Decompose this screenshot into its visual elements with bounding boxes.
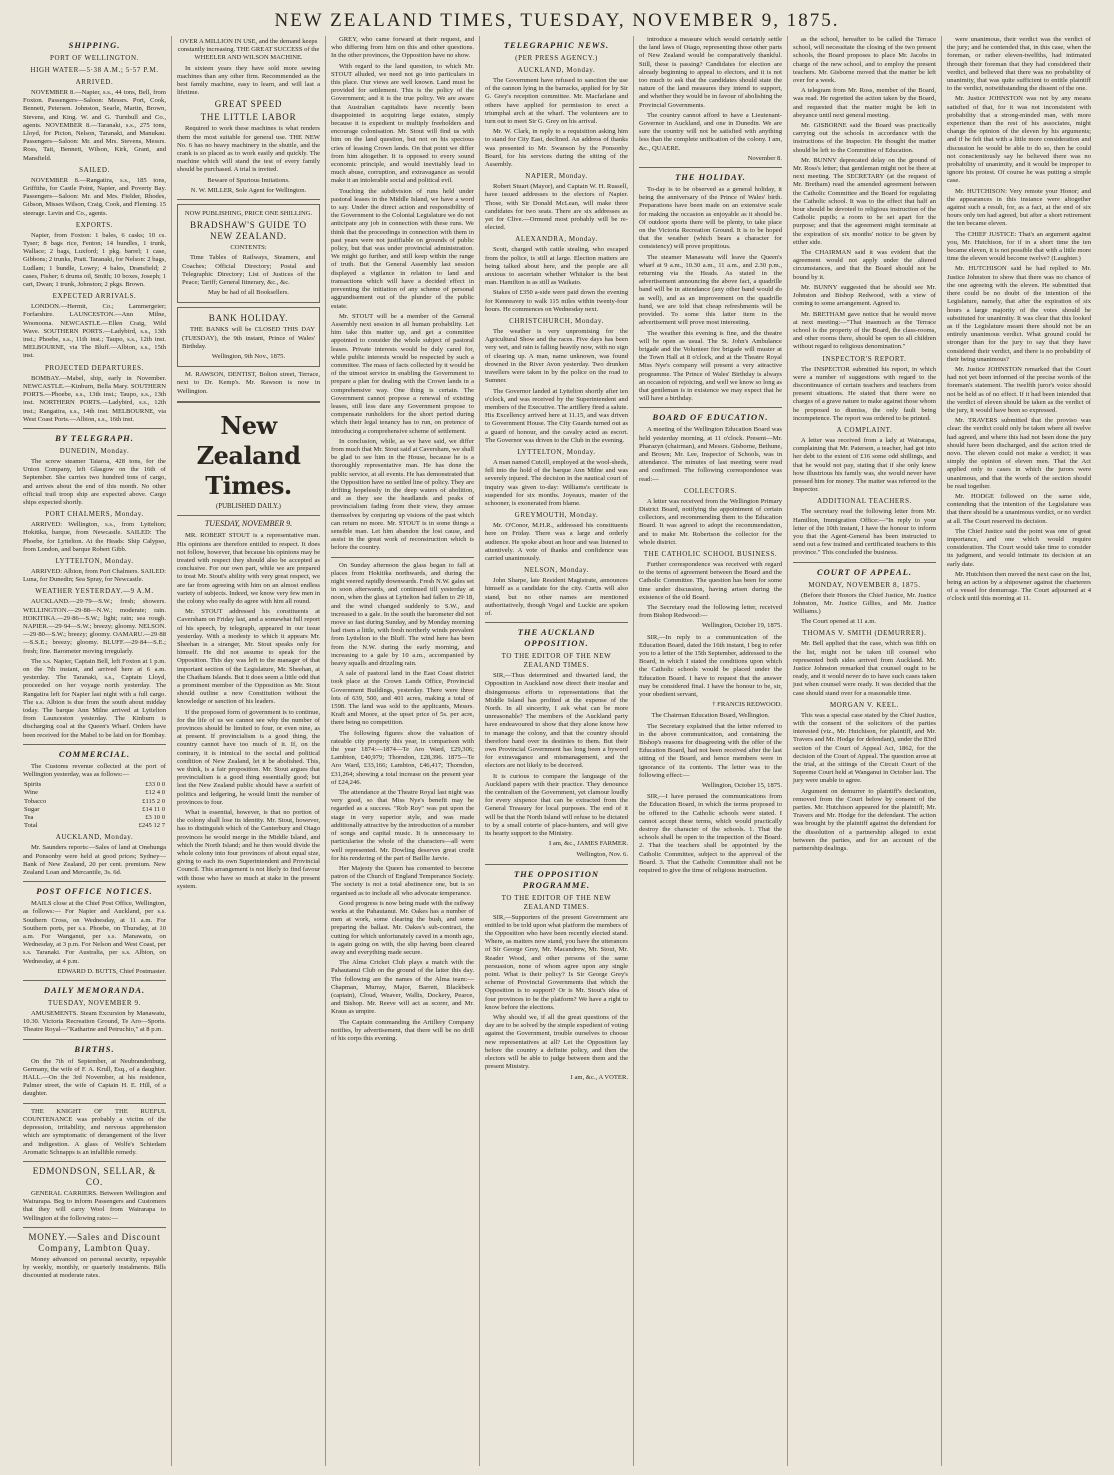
programme-text-2: Why should we, if all the great questions of the day are to be solved by the simple expedient of voting against the Government, trouble ourselves to choose new representatives at all? Let the Opposition lay before the country a definite policy, and then the electors will be able to judge between them and the present Ministry. [485,1014,628,1071]
knight-advert: THE KNIGHT OF THE RUEFUL COUNTENANCE was probably a victim of the depression, irritability, and nervous apprehension which are symptomatic of derangement of the liver and indigestion. A glass of Wolfe's Schiedam Aromatic Schnapps is an infallible remedy. [23,1107,166,1156]
catholic-letter-2: SIR,—I have perused the communications from the Education Board, in which the terms proposed to be offered to the Catholic schools were stated. I cannot accept these terms, which would practically destroy the character of the schools. 1. That the schools shall be open to the inspection of the Board. 2. That the teachers shall be appointed by the Catholic Committee, subject to the approval of the Board. 3. That the Catholic Committee shall not be required to give the time of religious instruction. [639,793,782,875]
christchurch-text: The weather is very unpromising for the Agricultural Show and the races. Five days has been very wet, and rain is falling heavily now, with no sign of clearing up. A man, name unknown, was found drowned in the River Avon yesterday. Two drunken travellers were taken in by the police on the road to Sumner. [485,328,628,385]
commercial-telegraph-text: Mr. Saunders reports:—Sales of land at Onehunga and Ponsonby were held at good prices; Sydney—Bank of New Zealand, 20 per cent. premium. New Zealand Loan and Mercantile, 3s. 6d. [23,844,166,877]
alexandra-heading: ALEXANDRA, Monday. [515,235,598,244]
post-office-header: POST OFFICE NOTICES. [36,886,153,897]
post-office-sign: EDWARD D. BUTTS, Chief Postmaster. [57,967,166,975]
leader-paragraph: GREY, who came forward at their request, and who differing from him on this and other questions. In the other provinces, the Opposition have no show. [331,36,474,60]
lyttelton-heading-2: LYTTELTON, Monday. [517,447,596,456]
commercial-header: COMMERCIAL. [58,748,131,759]
customs-table [23,781,166,830]
lyttelton-heading: LYTTELTON, Monday. [55,556,134,565]
programme-header: THE OPPOSITION PROGRAMME. [513,868,600,890]
appeal-sat: The Court opened at 11 a.m. [801,618,877,626]
newspaper-columns [18,36,1096,1466]
money-advert-text: Money advanced on personal security, repayable by weekly, monthly, or quarterly instalments. Bills discounted at moderate rates. [23,1255,166,1280]
money-advert-title: MONEY.—Sales and Discount Company, Lambton Quay. [28,1231,161,1253]
case-1-text: Mr. Bell applied that the case, which was fifth on the list, might not be taken till counsel who represented both sides arrived from Auckland. Mr. Justice Johnston remarked that counsel ought to be ready, and it would never do to have such cases taken just when counsel were ready. It was decided that the case should stand over for a reasonable time. [793,640,936,697]
sewing-advert-warn: Beware of Spurious Imitations. [207,176,290,184]
column-3 [326,36,480,1466]
table-row: Tobacco £115 2 0 [24,797,165,805]
holiday-text: To-day is to be observed as a general holiday, it being the anniversary of the Prince of Wales' birth. Preparations have been made on an extensive scale for making the occasion as enjoyable as it should be. Of outdoor sports there will be plenty, to take place on the Victoria Recreation Ground. It is to be hoped that the weather (which bears a character for consistency) will prove propitious. [639,186,782,251]
catholic-heading: THE CATHOLIC SCHOOL BUSINESS. [643,549,778,558]
column-1 [18,36,172,1466]
napier-heading: NAPIER, Monday. [525,172,588,181]
exports-text: Napier, from Foxton: 1 bales, 6 casks; 10 cs. Tyser; 8 bags rice, Fenton; 14 bundles, 1 trunk, Wallace; 2 bags, Luxford; 1 pkg. barrel; 1 case, Gibbons; 2 trunks, Pratt. Taranaki, for Nelson: 2 bags, Ludlam; 1 bundle, Lowry; 4 bales, Dransfield; 2 cases, Fisher; 6 drums oil, Smith; 10 boxes, Joseph; 1 cart, Dwan; 1 trunk, Johnston; 2 pkgs. Brown. [23,231,166,289]
programme-to: TO THE EDITOR OF THE NEW ZEALAND TIMES. [501,893,612,911]
auckland-opposition-header: THE AUCKLAND OPPOSITION. [517,627,596,649]
leader-paragraph: Mr. STOUT addressed his constituents at Caversham on Friday last, and a somewhat full report of his speech, by telegraph, appeared in our issue yesterday. With a modesty to which it appears Mr. Sheehan is a stranger, Mr. Stout speaks only for himself. He did not assume to speak for the Opposition. This day was left to the manager of that important section of the Legislature, Mr. Sheehan, at the Chatham Islands. But it does seem a little odd that a prominent member of the Opposition as Mr. Stout should outline a new Constitution without the knowledge or sanction of his leaders. [177,608,320,706]
news-paragraph: On Sunday afternoon the glass began to fall at places from Hokitika northwards, and during the night veered rapidly downwards. Fresh N.W. gales set in soon afterwards, and continued till yesterday at noon, when the glass at Lyttelton had fallen to 29·18, and the wind changed suddenly to S.W., and increased to a gale. In the south the barometer did not move so fast during Sunday, and by Monday morning had risen a little, with fresh northerly winds prevalent from Lyttelton to the Bluff. The wind here has been from the N.W. during the early morning, and increasing to a gale by 10 a.m., accompanied by heavy squalls and drizzling rain. [331,561,474,668]
telegraphic-header: TELEGRAPHIC NEWS. [503,40,610,50]
table-row: Tea £3 10 0 [24,814,165,822]
catholic-date: Wellington, October 19, 1875. [701,622,782,630]
table-row: Sugar £14 11 0 [24,805,165,813]
case-2-text-2: Argument on demurrer to plaintiff's declaration, removed from the Court below by consent of the parties. Mr. Hutchison appeared for the plaintiff; Mr. Travers and Mr. Hodge for the defendant. The action was brought by the plaintiff against the defendant for the dissolution of a partnership alleged to exist between the parties, and for an account of the partnership dealings. [793,787,936,853]
court-paragraph: Mr. Hutchison then moved the next case on the list, being an action by a shipowner against the charterers of a vessel for demurrage. The Court adjourned at 4 o'clock until this morning at 11. [947,570,1091,603]
board-continued-4: Mr. BUNNY deprecated delay on the ground of Mr. Ross's letter; that gentleman might not be there at next meeting. The SECRETARY (at the request of Mr. Bretham) read the amended agreement between the Catholic Committee and the Board for regulating the Catholic school. It was to the effect that half an hour should be devoted to religious instruction of the Catholic pupils; a room to be set apart for the purpose; and that the agreement might terminate at the expiration of six months' notice to be given by either side. [793,156,936,246]
court-paragraph: Mr. Justice JOHNSTON remarked that the Court had not yet been informed of the precise words of the foreman's statement. The twelfth juror's voice should not be held as of no effect. If it had been intended that the verdict of eleven should be taken as the verdict of the jury, it would have been so expressed. [947,365,1091,414]
case-2-heading: MORGAN V. KEEL. [829,700,900,709]
news-paragraph: The attendance at the Theatre Royal last night was very good, so that Miss Nye's benefit may be regarded as a success. "Rob Roy" was put upon the stage in very superior style, and was made additionally attractive by the introduction of a number of songs and capital music. It is unnecessary to particularise the whole of the characters—all were well represented. Mr. Dowling deserves great credit for his rendering of the part of Baillie Jarvie. [331,789,475,862]
table-row: Total £245 12 7 [24,822,165,830]
alexandra-text-2: Stakes of £350 a-side were paid down the evening for Kenneavey to walk 115 miles within twenty-four hours. He commences on Wednesday next. [485,289,628,313]
programme-sign: I am, &c., A VOTER. [570,1073,628,1081]
nelson-text: John Sharpe, late Resident Magistrate, announces himself as a candidate for the city. Curtis will also stand, but no other names are mentioned authoritatively, though Vogel and Luckie are spoken of. [485,577,628,617]
catholic-text-3: The Secretary explained that the letter referred to in the above communication, and containing the Bishop's reasons for disagreeing with the offer of the Education Board, had not been received after the last sitting of the Board, and hence members were in ignorance of its contents. The letter was to the following effect:— [639,722,782,779]
alexandra-text: Scott, charged with cattle stealing, who escaped from the police, is still at large. Election matters are being talked about here, and the people are all anxious to ascertain whether Whitaker is the best man. Hamilton is as still as Waikato. [485,246,628,287]
lyttelton-text: ARRIVED: Albion, from Port Chalmers. SAILED: Luna, for Dunedin; Sea Spray, for Newcastle. [23,567,166,584]
births-header: BIRTHS. [74,1043,115,1054]
complaint-text: A letter was received from a lady at Wairarapa, complaining that Mr. Paterson, a teacher, had got into her debt to the extent of £16 some odd shillings, and that he would not pay, stating that if she only knew how illustrious his family was, she would never have pressed him for money. The matter was referred to the Inspector. [793,436,936,494]
letter-continued: introduce a measure which would certainly settle the land laws of Otago, representing those other parts of New Zealand would be comparatively thankful. Still, these is passing? Candidates for election are already beginning to appeal to electors, and it is not too much to ask that the candidates should state the nature of the land measures they intend to support, and whether they would be in favour of abolishing the Provincial Governments. [639,36,783,109]
board-text: A meeting of the Wellington Education Board was held yesterday morning, at 11 o'clock. Present—Mr. Pharazyn (chairman), and Messrs. Gisborne, Bethune, and Brown; Mr. Lee, Inspector of Schools, was in attendance. The minutes of last meeting were read and confirmed. The following correspondence was read:— [639,426,782,483]
letter-date: November 8. [747,154,782,162]
published-daily: (PUBLISHED DAILY.) [216,502,281,510]
christchurch-text-2: The Governor landed at Lyttelton shortly after ten o'clock, and was received by the Superintendent and members of the Executive. The artillery fired a salute. His Excellency arrived here at 11.15, and was driven to Government House. The City Guards turned out as a guard of honour, and the cavalry acted as escort. The Governor was driven to the Club in the evening. [485,387,628,444]
news-paragraph: The Alma Cricket Club plays a match with the Pahautanui Club on the ground of the latter this day. The following are the names of the Alma team:—Chapman, Murray, Major, Barrett, Blackbeck (captain), Cloud, Weaver, Wallis, Dockery, Pearce, and Bishop. Mr. Reeve will act as scorer, and Mr. Kraus as umpire. [331,959,474,1016]
news-paragraph: Good progress is now being made with the railway works at the Pahautanui. Mr. Oakes has a number of men at work, some clearing the bush, and some preparing the ballast. Mr. Oakes's sub-contract, the cutting for which unfortunately caved in a month ago, is again going on with, the slip having been cleared away and everything made secure. [331,899,474,956]
sewing-advert-text: In sixteen years they have sold more sewing machines than any other firm. Recommended as the best family machine, easy to learn, and will last a lifetime. [177,64,320,97]
press-agency: (PER PRESS AGENCY.) [515,54,598,62]
leader-paragraph: What is essential, however, is that no portion of the colony shall lose its identity. Mr. Stout, however, has to distinguish which of the Canterbury and Otago provinces he would merge in the Middle Island, and which the North Island; and he then would divide the whole colony into four provinces of about equal size, giving to each its own Superintendent and Provincial Council. This arrangement is not likely to find favour with those who have so much at stake in the present system. [177,809,320,890]
catholic-sign: † FRANCIS REDWOOD. [712,701,782,709]
customs-text: The Customs revenue collected at the port of Wellington yesterday, was as follows:— [23,762,166,778]
news-paragraph: Her Majesty the Queen has consented to become patron of the Church of England Temperance Society. The society is not a total abstinence one, but is so organised as to include all who advocate temperance. [331,864,474,897]
court-paragraph: The Chief Justice said the point was one of great importance, and one which would require consideration. The Court would take time to consider its judgment, and would intimate its decision at an early date. [947,527,1091,568]
sewing-advert-head: GREAT SPEED [214,99,283,110]
leader-paragraph: If the proposed form of government is to continue, for the life of us we cannot see why the number of provinces should be limited to four, or even nine, as at present. If provincialism is a good thing, the country cannot have too much of it. If, on the contrary, it is inimical to the social and political condition of New Zealand, let it be abolished. This, we think, is a fair proposition. Mr. Stout argues that provincialism is a good thing essentially good; but lest the New Zealand public should have a surfeit of politics and ledgering, he would limit the number of provinces to four. [177,708,320,806]
catholic-letter: SIR,—In reply to a communication of the Education Board, dated the 16th instant, I beg to refer you to a letter of the 15th September, addressed to the Board, in which I stated the conditions upon which the Catholic schools would be placed under the Education Board. I have to request that the answer may be considered final. I have the honour to be, sir, your obedient servant, [639,633,782,699]
weather-notes: The s.s. Napier, Captain Bell, left Foxton at 1 p.m. on the 7th instant, and arrived here at 6 a.m. yesterday. The Taranaki, s.s., Captain Lloyd, proceeded on her voyage north yesterday. The Rangatira left for Napier last night with a full cargo. The s.s. Albion is due from the south about midday today. The barque Ann Milne arrived at Lyttelton from Launceston yesterday. The Kinburn is discharging coal at the Queen's Wharf. Orders have been received for the Mabel to be laid on for Bombay. [23,657,166,739]
board-continued: as the school, hereafter to be called the Terrace school, will necessitate the closing of the two present schools, the Board proposes to place Mr. Jacobs in charge of the new school, and to employ the present teachers. Mr. Gisborne moved that the matter be left over for a week. [793,36,936,85]
news-paragraph: The Captain commanding the Artillery Company notifies, by advertisement, that there will be no drill of his corps this evening. [331,1018,474,1042]
collectors-heading: COLLECTORS. [683,486,738,495]
catholic-date-2: Wellington, October 15, 1875. [701,782,782,790]
masthead: NEW ZEALAND TIMES, TUESDAY, NOVEMBER 9, 1875. [274,10,840,31]
court-of-appeal-header: COURT OF APPEAL. [816,566,913,577]
exports-header: EXPORTS. [75,220,114,229]
daily-date: TUESDAY, NOVEMBER 9. [48,999,141,1008]
court-paragraph: Mr. HUTCHISON: Very remote your Honor; and the appearances in this instance were altogether against such a result, for, as a fact, at the end of six hours only ten had agreed, but after a short retirement the ten became eleven. [947,187,1091,228]
shipping-header: SHIPPING. [68,40,121,50]
inspector-text: The INSPECTOR submitted his report, in which were a number of suggestions with regard to the discontinuance of certain teachers and teachers from present situations. He stated that there were no charges of a grave nature to make against those whom he proposed to dismiss, the only fault being incompetence. The report was ordered to be printed. [793,365,936,422]
board-continued-6: Mr. BUNNY suggested that he should see Mr. Johnston and Bishop Redwood, with a view of coming to some arrangement. Agreed to. [793,283,936,308]
bradshaw-advert: NOW PUBLISHING, PRICE ONE SHILLING. BRADSHAW'S GUIDE TO NEW ZEALAND. CONTENTS: Time Tables of Railways, Steamers, and Coaches; Official Directory; Postal and Telegraphic Directory; List of Justices of the Peace; Tariff; General Itinerary, &c., &c. May be had of all Booksellers. [177,204,320,303]
port-chalmers-heading: PORT CHALMERS, Monday. [45,510,144,519]
editorial-dateline: TUESDAY, NOVEMBER 9. [204,519,293,529]
news-paragraph: A sale of pastoral land in the East Coast district took place at the Crown Lands Office, Provincial Government Buildings, yesterday. There were three lots of 639, 500, and 401 acres, making a total of 1598. The land was sold to the applicants, Messrs. Kraft and Moore, at the upset price of 5s. per acre, there being no competition. [331,670,474,727]
board-continued-3: Mr. GISBORNE said the Board was practically carrying out the schools in accordance with the instructions of the Inspector. He thought the matter should be left to the Committee of Education. [793,122,936,154]
appeal-date: MONDAY, NOVEMBER 8, 1875. [808,580,921,589]
sewing-advert-title: OVER A MILLION IN USE, and the demand keeps constantly increasing. THE GREAT SUCCESS of the WHEELER AND WILSON MACHINE. [177,38,320,62]
news-paragraph: The following figures show the valuation of rateable city property this year, in comparison with the year 1874:—1874—Te Aro Ward, £29,306; Lambton, £40,979; Thorndon, £28,396. 1875—Te Aro Ward, £33,166; Lambton, £46,417; Thorndon, £31,264; showing a total increase on the present year of £24,246. [331,729,474,786]
dunedin-text: The screw steamer Taiaroa, 428 tons, for the Union Company, left Glasgow on the 16th of September. She carries two hundred tons of cargo, and arrives about the end of this month. No other official trail troop ship are expected above. Cargo ships expected shortly. [23,457,166,506]
court-paragraph: Mr. Justice JOHNSTON was not by any means satisfied of that, for it was not inconsistent with probability that a strong-minded man, with more experience than the rest of his associates, might change the opinion of the eleven by his arguments; and if he felt that with a little more consideration and discussion he would be able to do so, then he could not conscientiously say he believed there was no probability of unanimity, and it would be improper to ignore his protest. Of course he was putting a simple case. [947,95,1091,185]
holiday-text-3: The weather this evening is fine, and the theatre will be open as usual. The St. John's Ambulance brigade and the Volunteer fire brigade will muster at the Town Hall at 8 o'clock, and at the Theatre Royal Miss Nye's company will present a very attractive programme. The Prince of Wales' Birthday is always an occasion of rejoicing, and well we know so long as that gentleman is in existence we may expect that he will have a birthday. [639,329,782,403]
case-1-heading: THOMAS V. SMITH (DEMURRER). [802,629,927,638]
court-paragraph: The CHIEF JUSTICE: That's an argument against you, Mr. Hutchison, for if in a short time the ten became eleven, it is not possible that with a little more time the eleven would become twelve? (Laughter.) [947,230,1091,263]
complaint-heading: A COMPLAINT. [836,425,893,434]
catholic-close: The Chairman Education Board, Wellington. [651,712,770,720]
arrived-text: NOVEMBER 8.—Napier, s.s., 44 tons, Bell, from Foxton. Passengers—Saloon: Messrs. Port, Cook, Bennett, Petersen. Johnston, Searle, Martin, Brown, Stevens, and King. W. and G. Turnbull and Co., agents. NOVEMBER 8.—Taranaki, s.s., 275 tons, Lloyd, for Picton, Nelson, Taranaki, and Manukau. Passengers—Saloon: Mr. and Mrs. Stevens, Messrs. Ross, Tait, Bennett, Wilson, Kirk, Grant, and Mansfield. [23,89,166,162]
column-2 [172,36,326,1466]
opposition-sign: I am, &c., JAMES FARMER. [548,840,628,848]
sailed-text: NOVEMBER 8.—Rangatira, s.s., 185 tons, Griffiths, for Castle Point, Napier, and Poverty Bay. Passengers—Saloon: Mr. and Mrs. Fielder, Rhodes, Gibson, Misses Wilson, Craig, Cook, and Fleming. 15 steerage. Levin and Co., agents. [23,176,166,217]
auckland-text: The Government have refused to sanction the use of the cannon lying in the barracks, applied for by Sir G. Grey's reception committee. Mr. Macfarlane and others have applied for permission to erect a triumphal arch at the wharf. The volunteers are to turn out to meet Sir G. Grey on his arrival. [485,77,628,126]
additional-teachers-heading: ADDITIONAL TEACHERS. [817,497,912,506]
appeal-bench: (Before their Honors the Chief Justice, Mr. Justice Johnston, Mr. Justice Gillies, and Mr. Justice Williams.) [793,591,936,615]
daily-memoranda-header: DAILY MEMORANDA. [43,985,146,996]
court-paragraph: Mr. TRAVERS submitted that the proviso was clear: the verdict could only be taken where all twelve had agreed, and where this had not been done the jury should have been discharged, and the action tried de novo. The eleven could not make a verdict; it was simply the opinion of eleven men. That the Act applied only to cases in which the jurors were unanimous, and that the words of the section should be read together. [947,417,1091,490]
court-paragraph: Mr. HODGE followed on the same side, contending that the intention of the Legislature was that there should be a unanimous verdict, or no verdict at all. The Court reserved its decision. [947,492,1091,525]
leader-paragraph: With regard to the land question, to which Mr. STOUT alluded, we need not go into particulars in this place. Our views are well known. Land must be provided for settlement. This is the policy of the Government; and it is the true policy. We are aware that Australian capitalists have recently been disappointed in acquiring large estates, simply because it is expedient to multiply freeholders and encourage colonisation. Mr. Stout will find us with him on the land question, but not on his specious cries of leasing Crown lands. On that point we differ from him altogether. It is opposed to every sound economic principle, and would inevitably lead to much abuse, corruption, and extravagance as would make it an intolerable social and political evil. [331,62,474,185]
board-continued-5: The CHAIRMAN said it was evident that the agreement would not apply under the altered circumstances, and that the Board should not be bound by it. [793,249,936,281]
court-paragraph: were unanimous, their verdict was the verdict of the jury; and he contended that, in this case, when the foreman, or rather eleven-twelfths, had intimated through their foreman that they had considered their verdict, and believed that there was no probability of unanimity, that was quite sufficient to entitle plaintiff to the verdict, notwithstanding the dissent of the one. [947,36,1091,93]
sewing-advert-more: Required to work these machines is what renders them the most suitable for general use. THE NEW No. 6 has no heavy machinery in the shuttle, and the crank is so placed as to work easily and quickly. The machine which will stand the test of every family should be purchased. A trial is invited. [177,125,320,174]
bank-holiday-advert: BANK HOLIDAY. THE BANKS will be CLOSED THIS DAY (TUESDAY), the 9th instant, Prince of Wales' Birthday. Wellington, 9th Nov., 1875. [177,307,320,367]
auckland-heading: AUCKLAND, Monday. [517,66,596,74]
edmondson-advert-title: EDMONDSON, SELLAR, & CO. [32,1165,157,1187]
expected-header: EXPECTED ARRIVALS. [52,292,137,301]
greymouth-heading: GREYMOUTH, Monday. [514,511,599,520]
board-continued-2: A telegram from Mr. Ross, member of the Board, was read. He regretted the action taken by the Board, and requested that the matter might be left in abeyance until next general meeting. [793,87,936,119]
auckland-text-2: Mr. W. Clark, in reply to a requisition asking him to stand for City East, declined. An address of thanks was presented to Mr. Swanson by the Ponsonby Board, for his services during the sitting of the Assembly. [485,128,628,169]
catholic-text: Further correspondence was received with regard to the terms of agreement between the Board and the Catholic Committee. The question has been for some time under discussion, having arisen during the existence of the old Board. [639,560,782,601]
nameplate: New Zealand Times. [196,410,301,500]
opposition-to: TO THE EDITOR OF THE NEW ZEALAND TIMES. [501,652,612,670]
table-row: Spirits £33 0 0 [24,781,165,789]
table-row: Wine £12 4 0 [24,789,165,797]
arrived-header: ARRIVED. [75,78,114,86]
collectors-text: A letter was received from the Wellington Primary District Board, notifying the appointment of certain collectors, and recommending them to the Education Board. It was agreed to adopt the recommendation, and to make Mr. Robertson the collector for the whole district. [639,497,782,546]
column-6 [788,36,942,1466]
leader-paragraph: Mr. STOUT will be a member of the General Assembly next session in all human probability. Let him take this matter up, and get a committee appointed to consider the whole subject of pastoral leases. Private interests would be duly cared for, while public interests would be respected by such a committee. The mass of facts collected by it would be of the utmost service in enabling the Government to prepare a plan for dealing with the Crown lands in a comprehensive way. One thing is certain. The Government cannot propose a renewal of existing leases, still less dare any Government propose to compensate runholders for the short period during which their legal tenancy has to run, on pretence of introducing a comprehensive scheme of settlement. [331,312,474,435]
weather-text: AUCKLAND.—29·79—S.W.; fresh; showers. WELLINGTON.—29·88—N.W.; moderate; rain. HOKITIKA.—29·86—S.W.; light; rain; sea rough. NAPIER.—29·94—S.W.; breezy; gloomy. NELSON.—29·80—S.W.; breezy; gloomy. OAMARU.—29·88—S.S.E.; breezy; gloomy. BLUFF.—29·84—S.E.; fresh; fine. Barometer moving irregularly. [23,598,166,655]
letter-continued-2: The country cannot afford to have a Lieutenant-Governor in Auckland, and one in Dunedin. We are sure the country will not be satisfied with anything less than the complete unification of the colony. I am, &c., QUAERE. [639,111,782,152]
holiday-header: THE HOLIDAY. [675,172,746,183]
court-paragraph: Mr. HUTCHISON said he had replied to Mr. Justice Johnston to show that there was no chance of the one agreeing with the eleven. He submitted that there could be no doubt of the intention of the Legislature, namely, that after the expiration of six hours a large majority of the votes should be substituted for unanimity. It was clear that this looked as if the Legislature meant there should not be an entirely unanimous verdict. What ground could be stronger than for the jury to say that they have considered their verdict, and there is no probability of their being unanimous? [947,265,1091,363]
telegraph-header: BY TELEGRAPH. [55,432,134,443]
projected-text: BOMBAY.—Mabel, ship, early in November. NEWCASTLE.—Kinburn, Bella Mary. SOUTHERN PORTS.—Phoebe, s.s., 13th inst.; Taupo, s.s., 13th inst. NORTHERN PORTS.—Ladybird, s.s., 12th inst.; Rangatira, s.s., 14th inst. MELBOURNE, via West Coast Ports.—Albion, s.s., 16th inst. [23,374,166,423]
opposition-place: Wellington, Nov. 6. [576,851,628,859]
lyttelton-text-2: A man named Cutcill, employed at the wool-sheds, fell into the hold of the barque Ann Milne and was severely injured. The decision in the nautical court of inquiry was given to-day: Williams's certificate is suspended for six months. Joyeaux, master of the schooner, is exonerated from blame. [485,458,628,507]
leader-paragraph: In conclusion, while, as we have said, we differ from much that Mr. Stout said at Caversham, we shall be glad to see him in the House, because he is a thoroughly representative man. He has done the public service, at all events. He has demonstrated that the Opposition have no settled line of policy. They are drifting hopelessly in the deep waters of abolition, and as they see the headlands and peaks of provincialism fading from their view, they amuse themselves by conjuring up visions of the past which can return no more. Mr. STOUT is in some things a sensible man. Let him abandon the lost cause, and assist in the great work of reconstruction which is before the country. [331,437,475,552]
napier-text: Robert Stuart (Mayor), and Captain W. H. Russell, have issued addresses to the electors of Napier. Those, with Sir Donald McLean, will make three candidates for two seats. There are six addresses as yet for Clive.—Ormond most probably will be re-elected. [485,183,628,232]
weather-header: WEATHER YESTERDAY.—9 A.M. [35,587,154,596]
sewing-advert-sub: THE LITTLE LABOR [200,112,297,123]
port-chalmers-text: ARRIVED: Wellington, s.s., from Lyttelton; Hokitika, barque, from Newcastle. SAILED: The Phoebe, for Lyttelton. At the Heads: Ship Calypso, from London, and barque Robert Gibb. [23,521,166,553]
opposition-text: SIR,—Thus determined and thwarted land, the Opposition in Auckland now direct their insular and disingenuous efforts to representations that the Middle Island has profited at the expense of the North. In all sincerity, I ask what can be more unreasonable? The members of the Auckland party have endeavoured to show that they alone know how to manage the colony, and that the country should therefore hand over its destinies to them. But their own Provincial Government has long been a byword for extravagance and mismanagement, and the electors are not likely to be deceived. [485,672,628,770]
programme-text: SIR,—Supporters of the present Government are entitled to be told upon what platform the members of the Opposition who have been recently elected stand. Where, as matters now stand, you have the utterances of Sir George Grey, Mr. Macandrew, Mr. Stout, Mr. Reader Wood, and other persons of the same persuasion, none of whom agree upon any single point. What is their policy? Is Sir George Grey's scheme of Provincial Governments that which the Opposition is to support? Or is Mr. Stout's idea of four provinces to be the platform? We have a right to know before the elections. [485,913,628,1011]
board-of-education-header: BOARD OF EDUCATION. [652,412,769,423]
board-continued-7: Mr. BRETHAM gave notice that he would move at next meeting:—"That inasmuch as the Terrace school is the property of the Board, the class-rooms, and other rooms there, should be open to all children without regard to religious denomination." [793,310,936,351]
greymouth-text: Mr. O'Conor, M.H.R., addressed his constituents here on Friday. There was a large and orderly audience. He spoke about an hour and was listened to attentively. A vote of thanks and confidence was carried unanimously. [485,522,628,562]
edmondson-advert-text: GENERAL CARRIERS. Between Wellington and Wairarapa. Beg to inform Passengers and Customers that they will carry Wool from Wairarapa to Wellington at the following rates:— [23,1189,166,1222]
births-text: On the 7th of September, at Neubrandenburg, Germany, the wife of F. A. Krull, Esq., of a daughter. HALL.—On the 3rd November, at his residence, Palmer street, the wife of Captain H. E. Hill, of a daughter. [23,1057,166,1098]
nelson-heading: NELSON, Monday. [524,566,589,575]
column-4 [480,36,634,1466]
sewing-advert-agent: N. W. MILLER, Sole Agent for Wellington. [190,186,307,194]
column-7 [942,36,1096,1466]
expected-text: LONDON.—Hermit, Co.; Lammergeier; Forfarshire. LAUNCESTON.—Ann Milne, Woonoona. NEWCASTLE.—Ellen Craig, Wild Wave. SOUTHERN PORTS.—Ladybird, s.s., 13th inst.; Phoebe, s.s., 11th inst.; Taupo, s.s., 12th inst. MELBOURNE, via The Bluff.—Albion, s.s., 15th inst. [23,303,166,360]
post-office-text: MAILS close at the Chief Post Office, Wellington, as follows:— For Napier and Auckland, per s.s. Southern Cross, on Wednesday, at 11 a.m. For Southern ports, per s.s. Phoebe, on Thursday, at 10 a.m. For Wanganui, per s.s. Manawatu, on Wednesday, at 3 p.m. For Nelson and West Coast, per s.s. Taranaki. For Australia, per s.s. Albion, on Wednesday, at 4 p.m. [23,900,166,965]
leader-paragraph: MR. ROBERT STOUT is a representative man. His opinions are therefore entitled to respect. It does not follow, however, that because his opinions may be treated with respect they should also be accepted as conclusive. For our own part, while we are prepared to treat Mr. Stout's ability with very great respect, we are far from agreeing with him on an almost endless variety of subjects. Indeed, we know very few men in the colony who really do agree with him all round. [177,532,320,605]
high-water: HIGH WATER—5·38 A.M.; 5·57 P.M. [30,66,159,74]
leader-paragraph: Touching the subdivision of runs held under pastoral leases in the Middle Island, we have a word to say. Under the direct action and responsibility of the Government to the Colonial Legislature we do not anticipate any job in connection with these runs. We think that the proceedings in connection with them in past years were not justifiable on grounds of public policy, but that was under provincial administration. We might go further, and still keep within the range of truth. But the General Assembly last session displayed a vigilance in relation to land and transactions which will have a decided effect in preventing the initiation of any scheme of personal aggrandisement out of the plunder of the public estate. [331,187,474,310]
commercial-telegraph: AUCKLAND, Monday. [55,833,134,842]
column-5 [634,36,788,1466]
christchurch-heading: CHRISTCHURCH, Monday. [509,317,604,326]
holiday-text-2: The steamer Manawatu will leave the Queen's wharf at 9 a.m., 10.30 a.m., 11 a.m., and 2.30 p.m., returning via the Heads. As stated in the advertisement announcing the above fact, a quadrille band will be in attendance (any other band would do as well), and as an improvement on the quadrille band, we are told that cheap refreshments will be provided. To some this latter item in the advertisement will prove most interesting. [639,253,782,327]
catholic-text-2: The Secretary read the following letter, received from Bishop Redwood:— [639,603,782,620]
daily-text: AMUSEMENTS. Steam Excursion by Manawatu, 10.30. Victoria Recreation Ground, Te Aro—Sports. Theatre Royal—"Katharine and Petruchio," at 8 p.m. [23,1010,166,1034]
sailed-header: SAILED. [79,165,110,174]
dentist-advert: M. RAWSON, DENTIST, Bolton street, Terrace, next to Dr. Kemp's. Mr. Rawson is now in Wellington. [177,371,320,395]
case-2-text: This was a special case stated by the Chief Justice, with the consent of the solicitors of the parties interested (viz., Mr. Hutchison, for plaintiff, and Mr. Travers and Mr. Hodge for defendant), under the 83rd section of the Court of Appeal Act, 1862, for the decision of the Court of Appeal. The question arose at the trial, at the sittings of the Circuit Court of the Supreme Court held at Wanganui in October last. The jury were unable to agree. [793,711,936,785]
inspector-heading: INSPECTOR'S REPORT. [822,354,907,363]
additional-teachers-text: The secretary read the following letter from Mr. Hamilton, Immigration Office:—"In reply to your letter of the 10th instant, I have the honour to inform you that the Agent-General has been instructed to send out a few trained and certificated teachers to this province." This concluded the business. [793,508,936,557]
opposition-text-2: It is curious to compare the language of the Auckland papers with their practice. They denounce the centralism of the Government, yet clamour loudly for every sixpence that can be extracted from the General Treasury for local purposes. The end of it will be that the North Island will refuse to be dictated to by a small coterie of place-hunters, and will give its hearty support to the Ministry. [485,772,628,838]
dunedin-heading: DUNEDIN, Monday. [59,446,130,455]
port-heading: PORT OF WELLINGTON. [50,54,139,62]
projected-header: PROJECTED DEPARTURES. [44,363,145,372]
